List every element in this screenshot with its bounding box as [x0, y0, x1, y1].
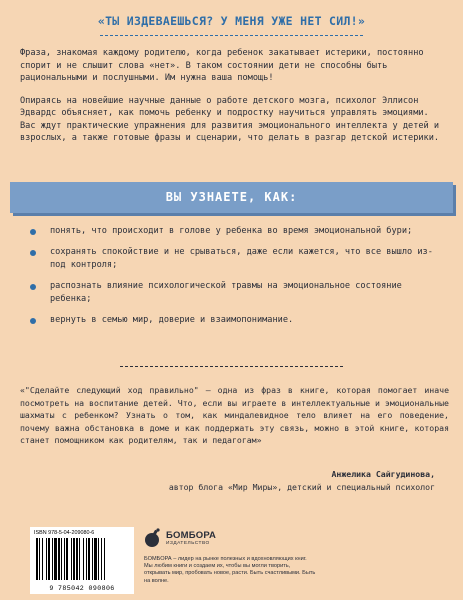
benefits-list [28, 225, 443, 335]
list-item [28, 246, 443, 272]
publisher-description: БОМБОРА – лидер на рынке полезных и вдохновляющих книг. Мы любим книги и создаем их, чтобы вы могли творить, открывать мир, пробовать новое, расти. Быть счастливыми. Быть на волне. [144, 556, 316, 584]
section-banner: ВЫ УЗНАЕТЕ, КАК: [10, 182, 453, 213]
bullet-icon [30, 250, 36, 256]
dashed-divider [120, 366, 343, 367]
list-item-text: сохранять спокойствие и не срываться, даже если кажется, что все вышло из-под контроля; [50, 247, 433, 270]
publisher-name: БОМБОРА [166, 530, 217, 541]
publisher-subtitle: ИЗДАТЕЛЬСТВО [166, 541, 210, 546]
reviewer-role: автор блога «Мир Миры», детский и специальный психолог [168, 481, 435, 492]
list-item [28, 280, 443, 306]
intro-paragraph: Фраза, знакомая каждому родителю, когда ребенок закатывает истерики, постоянно спорит и не слышит слова «нет». В таком состоянии дети не способны быть рациональными и послушными. Им нужна ваша помощь! [20, 48, 424, 83]
bullet-icon [30, 284, 36, 290]
reviewer-name: Анжелика Сайгудинова, [331, 469, 435, 479]
list-item [28, 225, 443, 238]
barcode [30, 527, 134, 594]
isbn-label: ISBN 978-5-04-209080-6 [34, 530, 95, 536]
intro-paragraph: Опираясь на новейшие научные данные о работе детского мозга, психолог Эллисон Эдвардс объясняет, как помочь ребенку и подростку научиться управлять эмоциями. Вас ждут практические упражнения для развития эмоционального интеллекта у детей и взрослых, а также готовые фразы и сценарии, что делать в разгар детской истерики. [20, 95, 440, 143]
dashed-divider [100, 35, 363, 36]
barcode-bars [36, 538, 128, 580]
intro-text [20, 47, 449, 155]
list-item-text: распознать влияние психологической травмы на эмоциональное состояние ребенка; [50, 281, 402, 304]
bomb-icon [144, 528, 162, 548]
barcode-digits: 9 785042 090806 [49, 585, 115, 592]
review-quote: «"Сделайте следующий ход правильно" – одна из фраз в книге, которая помогает иначе посмотреть на воспитание детей. Что, если вы играете в интеллектуальные и эмоциональные шахматы с ребенком? Узнать о том, как миндалевидное тело влияет на его поведение, почему важна обстановка в доме и как поддержать эту связь, можно в этой книге, которая станет помощником как родителям, так и педагогам» [20, 385, 449, 445]
list-item-text: вернуть в семью мир, доверие и взаимопонимание. [50, 315, 294, 325]
publisher-logo [144, 526, 234, 552]
bullet-icon [30, 318, 36, 324]
headline: «ТЫ ИЗДЕВАЕШЬСЯ? У МЕНЯ УЖЕ НЕТ СИЛ!» [97, 14, 366, 28]
bullet-icon [30, 229, 36, 235]
list-item [28, 314, 443, 327]
review-signature [115, 468, 435, 493]
list-item-text: понять, что происходит в голове у ребенка во время эмоциональной бури; [50, 226, 413, 236]
